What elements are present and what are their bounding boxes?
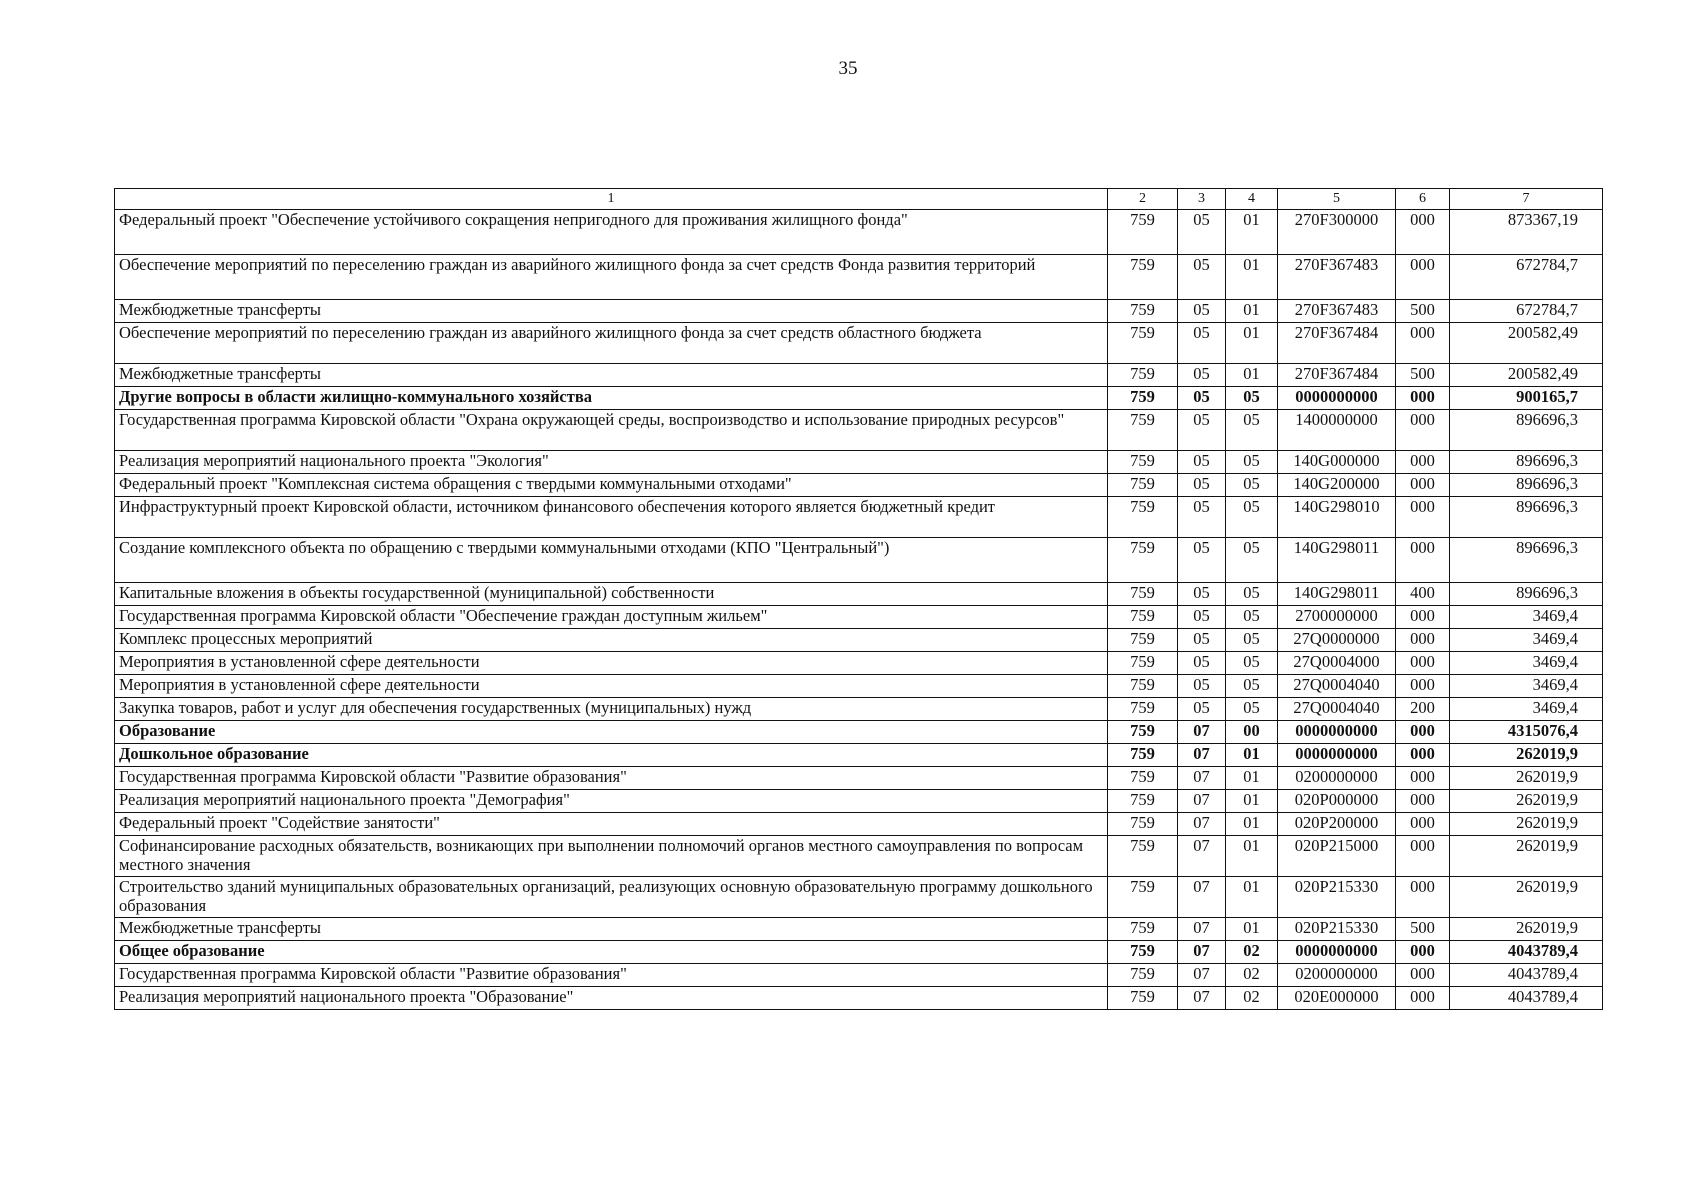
subsection-code-cell: 05 <box>1226 451 1278 474</box>
row-name-cell: Комплекс процессных мероприятий <box>115 629 1108 652</box>
section-code-cell: 05 <box>1178 364 1226 387</box>
row-name-cell: Государственная программа Кировской области "Обеспечение граждан доступным жильем" <box>115 606 1108 629</box>
table-row <box>115 364 1603 387</box>
target-article-cell: 270F300000 <box>1278 210 1396 255</box>
expense-type-cell: 500 <box>1396 300 1450 323</box>
target-article-cell: 020P215330 <box>1278 877 1396 918</box>
grbs-code-cell: 759 <box>1108 652 1178 675</box>
target-article-cell: 0200000000 <box>1278 767 1396 790</box>
table-row <box>115 629 1603 652</box>
amount-cell: 4315076,4 <box>1450 721 1603 744</box>
target-article-cell: 270F367484 <box>1278 323 1396 364</box>
amount-cell: 672784,7 <box>1450 300 1603 323</box>
amount-cell: 3469,4 <box>1450 606 1603 629</box>
section-code-cell: 05 <box>1178 323 1226 364</box>
subsection-code-cell: 00 <box>1226 721 1278 744</box>
table-body <box>115 210 1603 1010</box>
grbs-code-cell: 759 <box>1108 583 1178 606</box>
table-row <box>115 255 1603 300</box>
expense-type-cell: 000 <box>1396 629 1450 652</box>
row-name-cell: Реализация мероприятий национального проекта "Экология" <box>115 451 1108 474</box>
section-code-cell: 05 <box>1178 410 1226 451</box>
expense-type-cell: 500 <box>1396 918 1450 941</box>
target-article-cell: 0000000000 <box>1278 744 1396 767</box>
target-article-cell: 0000000000 <box>1278 721 1396 744</box>
section-code-cell: 07 <box>1178 744 1226 767</box>
expense-type-cell: 000 <box>1396 323 1450 364</box>
expense-type-cell: 000 <box>1396 987 1450 1010</box>
section-code-cell: 07 <box>1178 836 1226 877</box>
table-row <box>115 497 1603 538</box>
amount-cell: 3469,4 <box>1450 629 1603 652</box>
expense-type-cell: 000 <box>1396 606 1450 629</box>
amount-cell: 672784,7 <box>1450 255 1603 300</box>
grbs-code-cell: 759 <box>1108 210 1178 255</box>
row-name-cell: Межбюджетные трансферты <box>115 300 1108 323</box>
expense-type-cell: 000 <box>1396 836 1450 877</box>
amount-cell: 3469,4 <box>1450 675 1603 698</box>
page-number: 35 <box>838 58 858 79</box>
target-article-cell: 020P200000 <box>1278 813 1396 836</box>
amount-cell: 896696,3 <box>1450 583 1603 606</box>
row-name-cell: Капитальные вложения в объекты государственной (муниципальной) собственности <box>115 583 1108 606</box>
grbs-code-cell: 759 <box>1108 941 1178 964</box>
grbs-code-cell: 759 <box>1108 675 1178 698</box>
expense-type-cell: 000 <box>1396 387 1450 410</box>
table-row <box>115 721 1603 744</box>
row-name-cell: Межбюджетные трансферты <box>115 364 1108 387</box>
grbs-code-cell: 759 <box>1108 606 1178 629</box>
row-name-cell: Обеспечение мероприятий по переселению граждан из аварийного жилищного фонда за счет средств областного бюджета <box>115 323 1108 364</box>
table-row <box>115 474 1603 497</box>
header-col-6: 6 <box>1396 189 1450 210</box>
target-article-cell: 020E000000 <box>1278 987 1396 1010</box>
target-article-cell: 270F367483 <box>1278 300 1396 323</box>
table-row <box>115 583 1603 606</box>
target-article-cell: 0000000000 <box>1278 941 1396 964</box>
amount-cell: 896696,3 <box>1450 410 1603 451</box>
section-code-cell: 05 <box>1178 606 1226 629</box>
section-code-cell: 05 <box>1178 629 1226 652</box>
section-code-cell: 05 <box>1178 497 1226 538</box>
row-name-cell: Мероприятия в установленной сфере деятельности <box>115 652 1108 675</box>
table-row <box>115 767 1603 790</box>
expense-type-cell: 000 <box>1396 652 1450 675</box>
amount-cell: 200582,49 <box>1450 364 1603 387</box>
expense-type-cell: 000 <box>1396 744 1450 767</box>
expense-type-cell: 000 <box>1396 767 1450 790</box>
amount-cell: 262019,9 <box>1450 918 1603 941</box>
grbs-code-cell: 759 <box>1108 474 1178 497</box>
section-code-cell: 07 <box>1178 941 1226 964</box>
section-code-cell: 05 <box>1178 255 1226 300</box>
amount-cell: 896696,3 <box>1450 538 1603 583</box>
subsection-code-cell: 01 <box>1226 744 1278 767</box>
subsection-code-cell: 01 <box>1226 767 1278 790</box>
table-row <box>115 941 1603 964</box>
subsection-code-cell: 05 <box>1226 675 1278 698</box>
section-code-cell: 07 <box>1178 964 1226 987</box>
target-article-cell: 270F367484 <box>1278 364 1396 387</box>
grbs-code-cell: 759 <box>1108 744 1178 767</box>
grbs-code-cell: 759 <box>1108 790 1178 813</box>
subsection-code-cell: 05 <box>1226 698 1278 721</box>
section-code-cell: 05 <box>1178 538 1226 583</box>
target-article-cell: 27Q0004000 <box>1278 652 1396 675</box>
table-row <box>115 836 1603 877</box>
expense-type-cell: 200 <box>1396 698 1450 721</box>
table-row <box>115 877 1603 918</box>
grbs-code-cell: 759 <box>1108 836 1178 877</box>
subsection-code-cell: 05 <box>1226 606 1278 629</box>
subsection-code-cell: 05 <box>1226 538 1278 583</box>
expense-type-cell: 000 <box>1396 255 1450 300</box>
table-row <box>115 538 1603 583</box>
expense-type-cell: 000 <box>1396 941 1450 964</box>
row-name-cell: Государственная программа Кировской области "Охрана окружающей среды, воспроизводство и использование природных ресурсов" <box>115 410 1108 451</box>
grbs-code-cell: 759 <box>1108 918 1178 941</box>
row-name-cell: Федеральный проект "Обеспечение устойчивого сокращения непригодного для проживания жилищного фонда" <box>115 210 1108 255</box>
row-name-cell: Федеральный проект "Содействие занятости" <box>115 813 1108 836</box>
target-article-cell: 270F367483 <box>1278 255 1396 300</box>
section-code-cell: 05 <box>1178 698 1226 721</box>
section-code-cell: 07 <box>1178 721 1226 744</box>
section-code-cell: 07 <box>1178 790 1226 813</box>
table-row <box>115 652 1603 675</box>
table-row <box>115 210 1603 255</box>
expense-type-cell: 000 <box>1396 410 1450 451</box>
row-name-cell: Софинансирование расходных обязательств, возникающих при выполнении полномочий органов местного самоуправления по вопросам местного значения <box>115 836 1108 877</box>
table-row <box>115 451 1603 474</box>
amount-cell: 900165,7 <box>1450 387 1603 410</box>
grbs-code-cell: 759 <box>1108 767 1178 790</box>
subsection-code-cell: 01 <box>1226 836 1278 877</box>
row-name-cell: Государственная программа Кировской области "Развитие образования" <box>115 964 1108 987</box>
amount-cell: 896696,3 <box>1450 451 1603 474</box>
section-code-cell: 05 <box>1178 474 1226 497</box>
amount-cell: 3469,4 <box>1450 698 1603 721</box>
target-article-cell: 1400000000 <box>1278 410 1396 451</box>
expense-type-cell: 000 <box>1396 721 1450 744</box>
expense-type-cell: 000 <box>1396 877 1450 918</box>
subsection-code-cell: 05 <box>1226 474 1278 497</box>
row-name-cell: Строительство зданий муниципальных образовательных организаций, реализующих основную образовательную программу дошкольного образования <box>115 877 1108 918</box>
subsection-code-cell: 05 <box>1226 387 1278 410</box>
subsection-code-cell: 02 <box>1226 987 1278 1010</box>
target-article-cell: 020P215000 <box>1278 836 1396 877</box>
target-article-cell: 27Q0000000 <box>1278 629 1396 652</box>
row-name-cell: Другие вопросы в области жилищно-коммунального хозяйства <box>115 387 1108 410</box>
expense-type-cell: 000 <box>1396 474 1450 497</box>
table-row <box>115 300 1603 323</box>
grbs-code-cell: 759 <box>1108 497 1178 538</box>
grbs-code-cell: 759 <box>1108 538 1178 583</box>
amount-cell: 262019,9 <box>1450 744 1603 767</box>
target-article-cell: 140G298011 <box>1278 583 1396 606</box>
budget-table <box>114 188 1603 1010</box>
amount-cell: 262019,9 <box>1450 790 1603 813</box>
target-article-cell: 0200000000 <box>1278 964 1396 987</box>
amount-cell: 4043789,4 <box>1450 964 1603 987</box>
grbs-code-cell: 759 <box>1108 964 1178 987</box>
grbs-code-cell: 759 <box>1108 987 1178 1010</box>
section-code-cell: 05 <box>1178 675 1226 698</box>
table-row <box>115 918 1603 941</box>
amount-cell: 262019,9 <box>1450 813 1603 836</box>
expense-type-cell: 000 <box>1396 964 1450 987</box>
target-article-cell: 27Q0004040 <box>1278 675 1396 698</box>
subsection-code-cell: 05 <box>1226 652 1278 675</box>
table-row <box>115 790 1603 813</box>
amount-cell: 896696,3 <box>1450 474 1603 497</box>
table-row <box>115 675 1603 698</box>
row-name-cell: Общее образование <box>115 941 1108 964</box>
grbs-code-cell: 759 <box>1108 698 1178 721</box>
grbs-code-cell: 759 <box>1108 451 1178 474</box>
amount-cell: 262019,9 <box>1450 877 1603 918</box>
expense-type-cell: 000 <box>1396 210 1450 255</box>
amount-cell: 262019,9 <box>1450 836 1603 877</box>
target-article-cell: 140G200000 <box>1278 474 1396 497</box>
expense-type-cell: 400 <box>1396 583 1450 606</box>
subsection-code-cell: 05 <box>1226 629 1278 652</box>
subsection-code-cell: 01 <box>1226 255 1278 300</box>
target-article-cell: 27Q0004040 <box>1278 698 1396 721</box>
section-code-cell: 07 <box>1178 767 1226 790</box>
row-name-cell: Создание комплексного объекта по обращению с твердыми коммунальными отходами (КПО "Центральный") <box>115 538 1108 583</box>
subsection-code-cell: 01 <box>1226 877 1278 918</box>
table-row <box>115 606 1603 629</box>
table-row <box>115 744 1603 767</box>
row-name-cell: Инфраструктурный проект Кировской области, источником финансового обеспечения которого является бюджетный кредит <box>115 497 1108 538</box>
header-col-5: 5 <box>1278 189 1396 210</box>
table-row <box>115 813 1603 836</box>
subsection-code-cell: 05 <box>1226 583 1278 606</box>
target-article-cell: 020P000000 <box>1278 790 1396 813</box>
row-name-cell: Закупка товаров, работ и услуг для обеспечения государственных (муниципальных) нужд <box>115 698 1108 721</box>
amount-cell: 896696,3 <box>1450 497 1603 538</box>
subsection-code-cell: 01 <box>1226 364 1278 387</box>
row-name-cell: Дошкольное образование <box>115 744 1108 767</box>
expense-type-cell: 000 <box>1396 451 1450 474</box>
section-code-cell: 05 <box>1178 451 1226 474</box>
target-article-cell: 2700000000 <box>1278 606 1396 629</box>
amount-cell: 4043789,4 <box>1450 987 1603 1010</box>
section-code-cell: 05 <box>1178 387 1226 410</box>
table-row <box>115 698 1603 721</box>
subsection-code-cell: 02 <box>1226 964 1278 987</box>
row-name-cell: Образование <box>115 721 1108 744</box>
section-code-cell: 07 <box>1178 987 1226 1010</box>
expense-type-cell: 000 <box>1396 497 1450 538</box>
expense-type-cell: 500 <box>1396 364 1450 387</box>
header-col-1: 1 <box>115 189 1108 210</box>
grbs-code-cell: 759 <box>1108 364 1178 387</box>
amount-cell: 262019,9 <box>1450 767 1603 790</box>
grbs-code-cell: 759 <box>1108 255 1178 300</box>
header-col-3: 3 <box>1178 189 1226 210</box>
expense-type-cell: 000 <box>1396 813 1450 836</box>
table-row <box>115 387 1603 410</box>
target-article-cell: 140G298011 <box>1278 538 1396 583</box>
row-name-cell: Федеральный проект "Комплексная система обращения с твердыми коммунальными отходами" <box>115 474 1108 497</box>
grbs-code-cell: 759 <box>1108 410 1178 451</box>
amount-cell: 873367,19 <box>1450 210 1603 255</box>
row-name-cell: Государственная программа Кировской области "Развитие образования" <box>115 767 1108 790</box>
target-article-cell: 140G298010 <box>1278 497 1396 538</box>
table-row <box>115 323 1603 364</box>
header-col-2: 2 <box>1108 189 1178 210</box>
table-row <box>115 964 1603 987</box>
row-name-cell: Обеспечение мероприятий по переселению граждан из аварийного жилищного фонда за счет средств Фонда развития территорий <box>115 255 1108 300</box>
row-name-cell: Реализация мероприятий национального проекта "Образование" <box>115 987 1108 1010</box>
grbs-code-cell: 759 <box>1108 877 1178 918</box>
subsection-code-cell: 01 <box>1226 210 1278 255</box>
header-col-7: 7 <box>1450 189 1603 210</box>
row-name-cell: Мероприятия в установленной сфере деятельности <box>115 675 1108 698</box>
amount-cell: 3469,4 <box>1450 652 1603 675</box>
subsection-code-cell: 01 <box>1226 790 1278 813</box>
section-code-cell: 05 <box>1178 583 1226 606</box>
amount-cell: 200582,49 <box>1450 323 1603 364</box>
subsection-code-cell: 01 <box>1226 813 1278 836</box>
section-code-cell: 07 <box>1178 877 1226 918</box>
target-article-cell: 0000000000 <box>1278 387 1396 410</box>
grbs-code-cell: 759 <box>1108 629 1178 652</box>
header-row <box>115 189 1603 210</box>
row-name-cell: Реализация мероприятий национального проекта "Демография" <box>115 790 1108 813</box>
subsection-code-cell: 02 <box>1226 941 1278 964</box>
row-name-cell: Межбюджетные трансферты <box>115 918 1108 941</box>
grbs-code-cell: 759 <box>1108 387 1178 410</box>
amount-cell: 4043789,4 <box>1450 941 1603 964</box>
section-code-cell: 07 <box>1178 813 1226 836</box>
subsection-code-cell: 05 <box>1226 497 1278 538</box>
expense-type-cell: 000 <box>1396 538 1450 583</box>
section-code-cell: 07 <box>1178 918 1226 941</box>
expense-type-cell: 000 <box>1396 675 1450 698</box>
grbs-code-cell: 759 <box>1108 721 1178 744</box>
subsection-code-cell: 01 <box>1226 323 1278 364</box>
table-row <box>115 410 1603 451</box>
grbs-code-cell: 759 <box>1108 300 1178 323</box>
subsection-code-cell: 01 <box>1226 300 1278 323</box>
target-article-cell: 140G000000 <box>1278 451 1396 474</box>
target-article-cell: 020P215330 <box>1278 918 1396 941</box>
grbs-code-cell: 759 <box>1108 813 1178 836</box>
section-code-cell: 05 <box>1178 300 1226 323</box>
header-col-4: 4 <box>1226 189 1278 210</box>
section-code-cell: 05 <box>1178 652 1226 675</box>
grbs-code-cell: 759 <box>1108 323 1178 364</box>
expense-type-cell: 000 <box>1396 790 1450 813</box>
section-code-cell: 05 <box>1178 210 1226 255</box>
table-row <box>115 987 1603 1010</box>
subsection-code-cell: 01 <box>1226 918 1278 941</box>
subsection-code-cell: 05 <box>1226 410 1278 451</box>
